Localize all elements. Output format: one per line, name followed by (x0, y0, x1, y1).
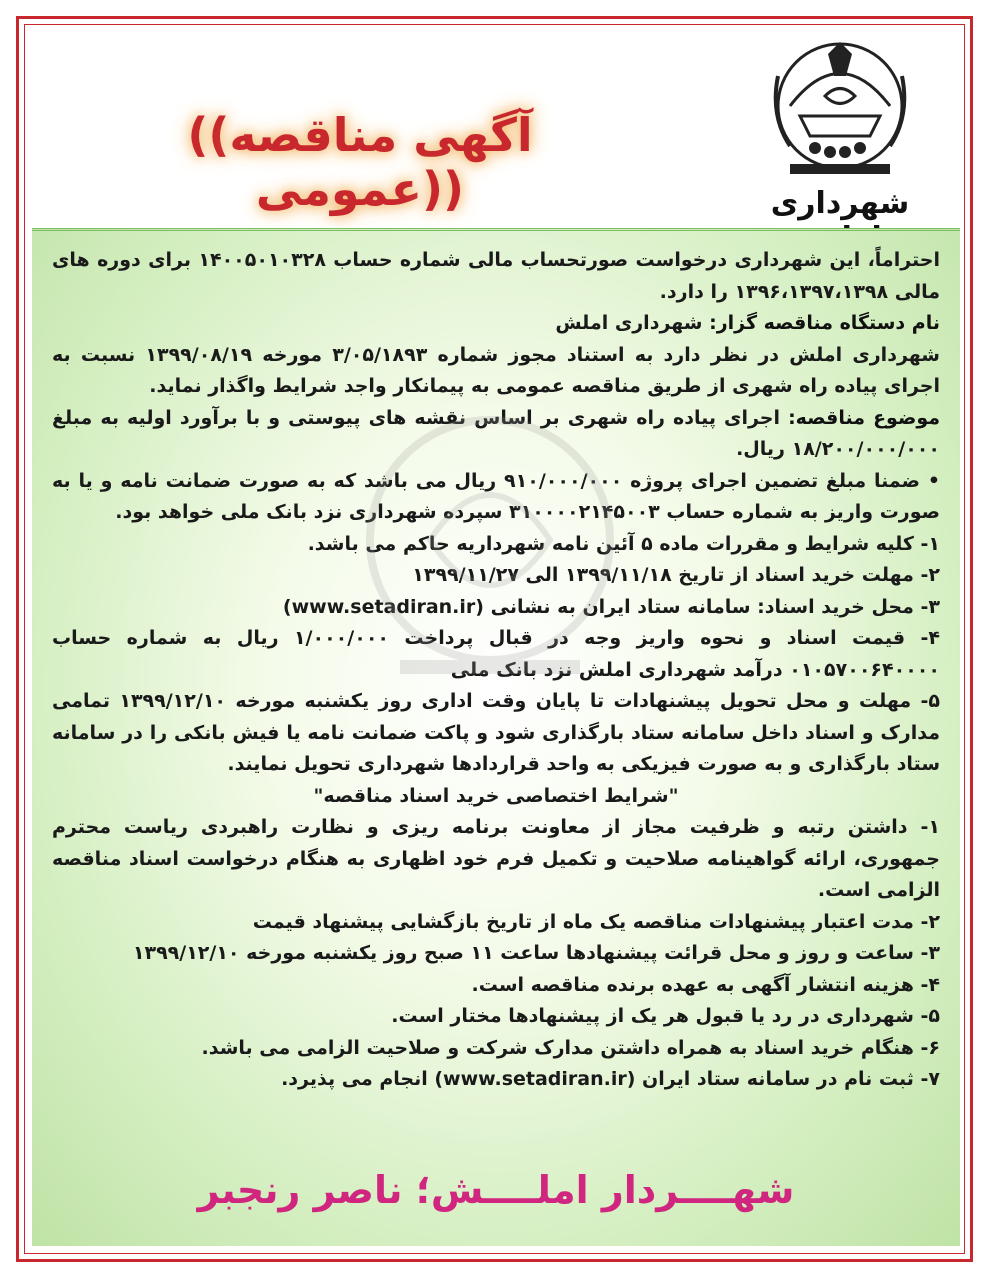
signature: شهــــردار املــــش؛ ناصر رنجبر (197, 1168, 795, 1212)
special-condition-item: ۲- مدت اعتبار پیشنهادات مناقصه یک ماه از تاریخ بازگشایی پیشنهاد قیمت (252, 910, 940, 933)
special-condition-item: ۳- ساعت و روز و محل قرائت پیشنهادها ساعت ۱۱ صبح روز یکشنبه مورخه ۱۳۹۹/۱۲/۱۰ (132, 942, 940, 964)
guarantee-paragraph: • ضمنا مبلغ تضمین اجرای پروژه ۹۱۰/۰۰۰/۰۰۰ ریال می باشد که به صورت ضمانت نامه و یا به صورت واریز به شماره حساب ۳۱۰۰۰۰۲۱۴۵۰۰۳ سپرده شهرداری نزد بانک ملی خواهد بود. (52, 469, 940, 523)
logo-caption: شهرداری (770, 186, 910, 221)
condition-item: ۳- محل خرید اسناد: سامانه ستاد ایران به نشانی (www.setadiran.ir) (282, 595, 940, 618)
purpose-paragraph: شهرداری املش در نظر دارد به استناد مجوز شماره ۳/۰۵/۱۸۹۳ مورخه ۱۳۹۹/۰۸/۱۹ نسبت به اجرای پیاده راه شهری از طریق مناقصه عمومی به پیمانکار واجد شرایط واگذار نماید. (52, 343, 940, 397)
header (30, 28, 960, 228)
notice-body (32, 228, 960, 1246)
intro-paragraph: احتراماً، این شهرداری درخواست صورتحساب مالی شماره حساب ۱۴۰۰۵۰۱۰۳۲۸ برای دوره های مالی ۱۳۹۶،۱۳۹۷،۱۳۹۸ را دارد. (52, 249, 940, 303)
condition-item: ۱- کلیه شرایط و مقررات ماده ۵ آئین نامه شهرداریه حاکم می باشد. (307, 532, 940, 555)
subject-value: اجرای پیاده راه شهری بر اساس نقشه های پیوستی و با برآورد اولیه به مبلغ ۱۸/۲۰۰/۰۰۰/۰۰۰ ریال. (52, 406, 940, 460)
condition-item: ۵- مهلت و محل تحویل پیشنهادات تا پایان وقت اداری روز یکشنبه مورخه ۱۳۹۹/۱۲/۱۰ تمامی مدارک و اسناد داخل سامانه ستاد بارگذاری شود و پاکت ضمانت نامه یا فیش بانکی را در سامانه ستاد بارگذاری و به صورت فیزیکی به واحد قراردادها شهرداری تحویل نمایند. (52, 690, 940, 775)
emblem-icon (730, 36, 950, 186)
special-condition-item: ۵- شهرداری در رد یا قبول هر یک از پیشنهادها مختار است. (391, 1005, 940, 1027)
municipality-logo (730, 36, 950, 226)
organizer-value: شهرداری املش (555, 312, 710, 334)
special-condition-item: ۱- داشتن رتبه و ظرفیت مجاز از معاونت برنامه ریزی و نظارت راهبردی ریاست محترم جمهوری، ارائه گواهینامه صلاحیت و تکمیل فرم خود اظهاری به هنگام درخواست اسناد مناقصه الزامی است. (52, 816, 940, 901)
notice-title: ((آگهی مناقصه عمومی)) (187, 108, 533, 216)
organizer-label: نام دستگاه مناقصه گزار: (709, 312, 940, 334)
subject-line (52, 403, 940, 466)
special-condition-item: ۴- هزینه انتشار آگهی به عهده برنده مناقصه است. (471, 973, 940, 996)
special-conditions-title: "شرایط اختصاصی خرید اسناد مناقصه" (313, 784, 679, 807)
special-condition-item: ۷- ثبت نام در سامانه ستاد ایران (www.setadiran.ir) انجام می پذیرد. (281, 1068, 940, 1090)
subject-label: موضوع مناقصه: (788, 406, 940, 429)
condition-item: ۲- مهلت خرید اسناد از تاریخ ۱۳۹۹/۱۱/۱۸ الی ۱۳۹۹/۱۱/۲۷ (412, 564, 940, 586)
condition-item: ۴- قیمت اسناد و نحوه واریز وجه در قبال پرداخت ۱/۰۰۰/۰۰۰ ریال به شماره حساب ۰۱۰۵۷۰۰۶۴۰۰۰۰ درآمد شهرداری املش نزد بانک ملی (52, 627, 940, 681)
special-condition-item: ۶- هنگام خرید اسناد به همراه داشتن مدارک شرکت و صلاحیت الزامی می باشد. (201, 1036, 940, 1059)
organizer-line (52, 308, 940, 340)
